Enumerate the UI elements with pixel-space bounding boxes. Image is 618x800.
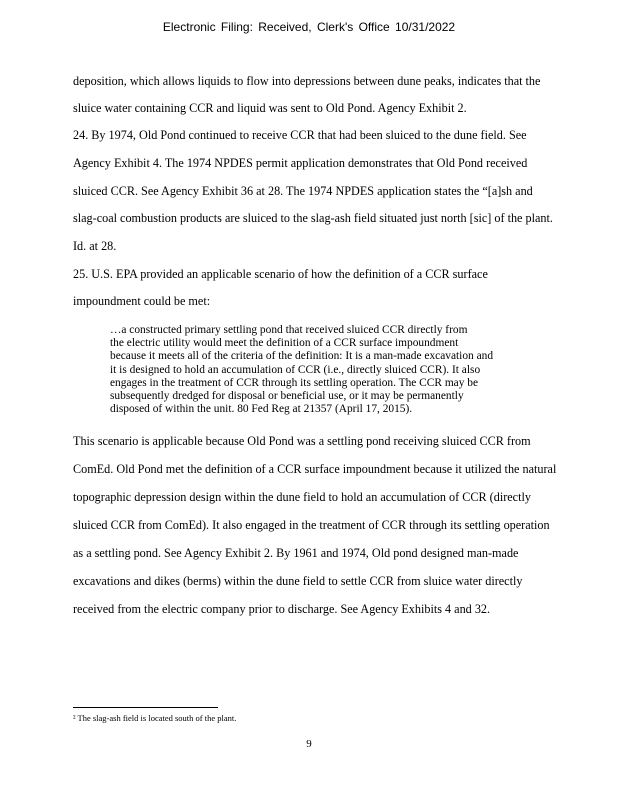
quote-line: subsequently dredged for disposal or beneficial use, or it may be permanently bbox=[110, 390, 464, 403]
body-line: This scenario is applicable because Old Pond was a settling pond receiving sluiced CCR from bbox=[73, 434, 531, 448]
footnote-divider bbox=[73, 707, 218, 708]
body-line: Id. at 28. bbox=[73, 239, 117, 253]
body-line: as a settling pond. See Agency Exhibit 2. By 1961 and 1974, Old pond designed man-made bbox=[73, 546, 519, 560]
body-line: sluiced CCR. See Agency Exhibit 36 at 28. The 1974 NPDES application states the “[a]sh and bbox=[73, 184, 533, 198]
body-line: sluiced CCR from ComEd). It also engaged in the treatment of CCR through its settling operation bbox=[73, 518, 550, 532]
quote-line: it is designed to hold an accumulation of CCR (i.e., directly sluiced CCR). It also bbox=[110, 363, 481, 376]
paragraph-25-line: 25. U.S. EPA provided an applicable scenario of how the definition of a CCR surface bbox=[73, 267, 488, 281]
body-line: slag-coal combustion products are sluiced to the slag-ash field situated just north [sic] of the plant. bbox=[73, 211, 553, 225]
body-line: deposition, which allows liquids to flow into depressions between dune peaks, indicates that the bbox=[73, 74, 541, 88]
paragraph-24-line: 24. By 1974, Old Pond continued to receive CCR that had been sluiced to the dune field. See bbox=[73, 128, 527, 142]
body-line: ComEd. Old Pond met the definition of a CCR surface impoundment because it utilized the natural bbox=[73, 462, 557, 476]
body-line: excavations and dikes (berms) within the dune field to settle CCR from sluice water directly bbox=[73, 574, 523, 588]
body-line: topographic depression design within the dune field to hold an accumulation of CCR (directly bbox=[73, 490, 531, 504]
block-quote bbox=[110, 324, 540, 416]
body-line: received from the electric company prior to discharge. See Agency Exhibits 4 and 32. bbox=[73, 602, 491, 616]
quote-line: the electric utility would meet the definition of a CCR surface impoundment bbox=[110, 337, 459, 350]
body-line: Agency Exhibit 4. The 1974 NPDES permit application demonstrates that Old Pond received bbox=[73, 156, 528, 170]
body-line: impoundment could be met: bbox=[73, 294, 211, 308]
body-line: sluice water containing CCR and liquid was sent to Old Pond. Agency Exhibit 2. bbox=[73, 101, 467, 115]
quote-line: engages in the treatment of CCR through its settling operation. The CCR may be bbox=[110, 376, 479, 389]
footnote: ² The slag-ash field is located south of the plant. bbox=[73, 713, 237, 723]
quote-line: …a constructed primary settling pond that received sluiced CCR directly from bbox=[110, 324, 468, 336]
quote-line: disposed of within the unit. 80 Fed Reg at 21357 (April 17, 2015). bbox=[110, 403, 413, 416]
page-number: 9 bbox=[306, 738, 312, 750]
quote-line: because it meets all of the criteria of the definition: It is a man-made excavation and bbox=[110, 350, 494, 363]
filing-header: Electronic Filing: Received, Clerk's Office 10/31/2022 bbox=[162, 20, 456, 34]
